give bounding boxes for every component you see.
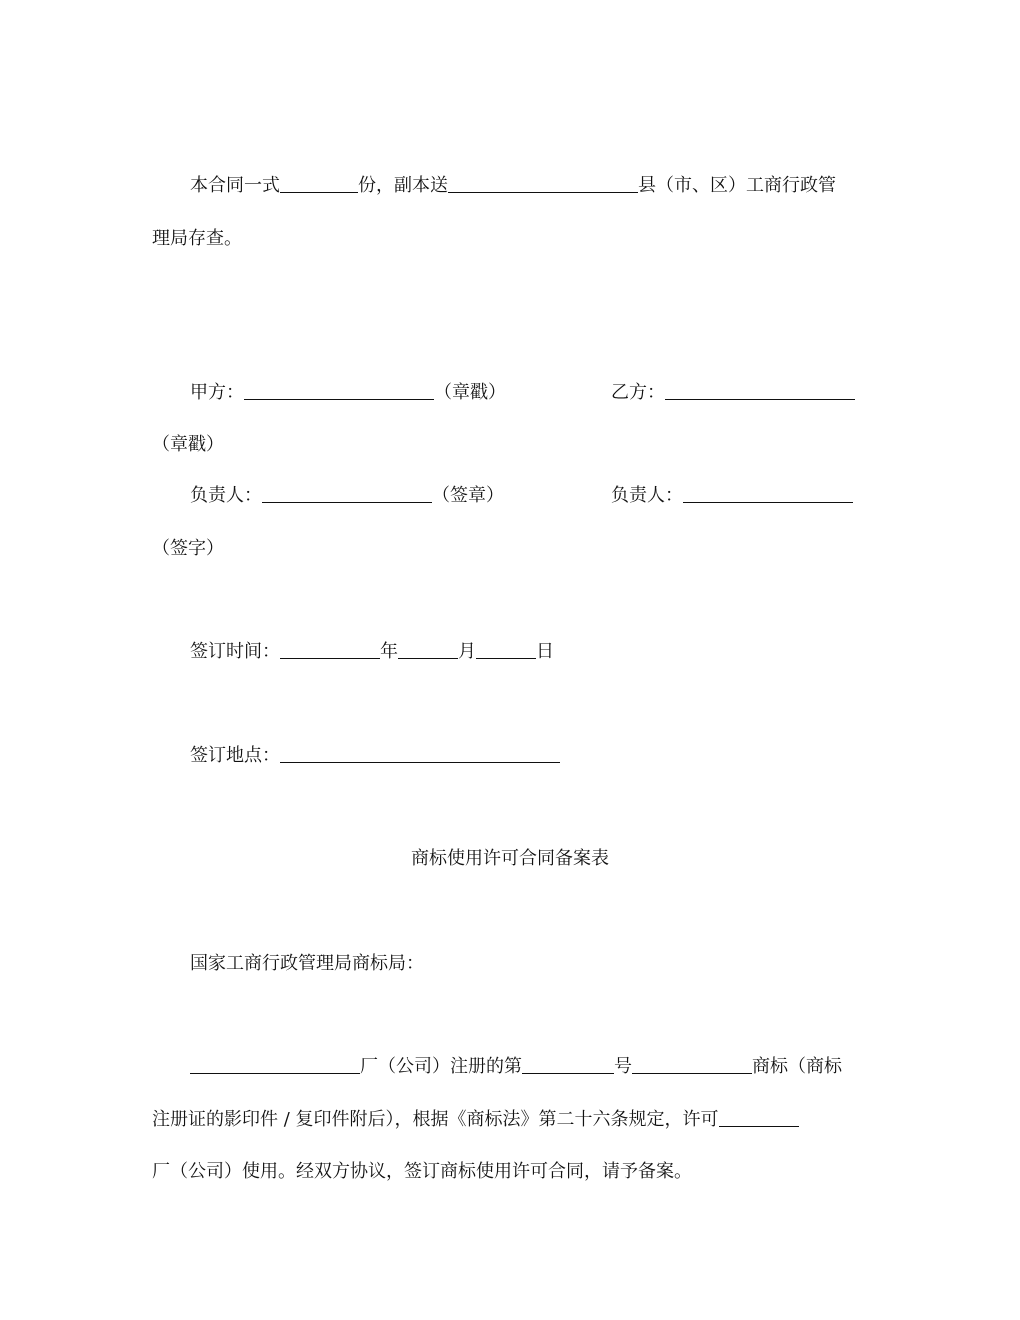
responsible-b-signature: （签字） — [152, 538, 224, 559]
form-title: 商标使用许可合同备案表 — [411, 848, 609, 869]
responsible-a-blank[interactable] — [262, 484, 432, 503]
body-text-4: 注册证的影印件 / 复印件附后），根据《商标法》第二十六条规定，许可 — [152, 1109, 719, 1130]
body-text-3: 商标（商标 — [752, 1056, 842, 1077]
copies-text-3: 县（市、区）工商行政管 — [638, 175, 836, 196]
sign-place-line — [190, 744, 560, 768]
month-label: 月 — [458, 641, 476, 662]
day-label: 日 — [536, 641, 554, 662]
place-blank[interactable] — [280, 744, 560, 763]
sign-date-label: 签订时间： — [190, 641, 280, 662]
year-label: 年 — [380, 641, 398, 662]
sign-date-line — [190, 640, 554, 664]
sign-place-label: 签订地点： — [190, 745, 280, 766]
responsible-a-line — [190, 484, 504, 508]
body-line-2 — [152, 1108, 799, 1132]
licensee-blank[interactable] — [719, 1108, 799, 1127]
month-blank[interactable] — [398, 640, 458, 659]
responsible-b-line — [611, 484, 853, 508]
copies-text-2: 份，副本送 — [358, 175, 448, 196]
party-a-label: 甲方： — [190, 382, 244, 403]
copies-count-blank[interactable] — [280, 174, 358, 193]
body-text-1: 厂（公司）注册的第 — [360, 1056, 522, 1077]
party-b-seal: （章戳） — [152, 434, 224, 455]
party-b-blank[interactable] — [665, 381, 855, 400]
party-b-line — [611, 381, 855, 405]
county-blank[interactable] — [448, 174, 638, 193]
copies-line — [190, 174, 836, 198]
registration-number-blank[interactable] — [522, 1055, 614, 1074]
addressee: 国家工商行政管理局商标局： — [190, 953, 424, 974]
party-a-seal: （章戳） — [434, 382, 506, 403]
body-text-2: 号 — [614, 1056, 632, 1077]
copies-text-1: 本合同一式 — [190, 175, 280, 196]
body-line-1 — [190, 1055, 842, 1079]
party-a-line — [190, 381, 506, 405]
year-blank[interactable] — [280, 640, 380, 659]
party-b-label: 乙方： — [611, 382, 665, 403]
body-line-3: 厂（公司）使用。经双方协议，签订商标使用许可合同，请予备案。 — [152, 1161, 692, 1182]
trademark-blank[interactable] — [632, 1055, 752, 1074]
licensor-blank[interactable] — [190, 1055, 360, 1074]
party-a-blank[interactable] — [244, 381, 434, 400]
day-blank[interactable] — [476, 640, 536, 659]
responsible-a-label: 负责人： — [190, 485, 262, 506]
responsible-b-label: 负责人： — [611, 485, 683, 506]
copies-line-cont: 理局存查。 — [152, 228, 242, 249]
responsible-b-blank[interactable] — [683, 484, 853, 503]
responsible-a-stamp: （签章） — [432, 485, 504, 506]
